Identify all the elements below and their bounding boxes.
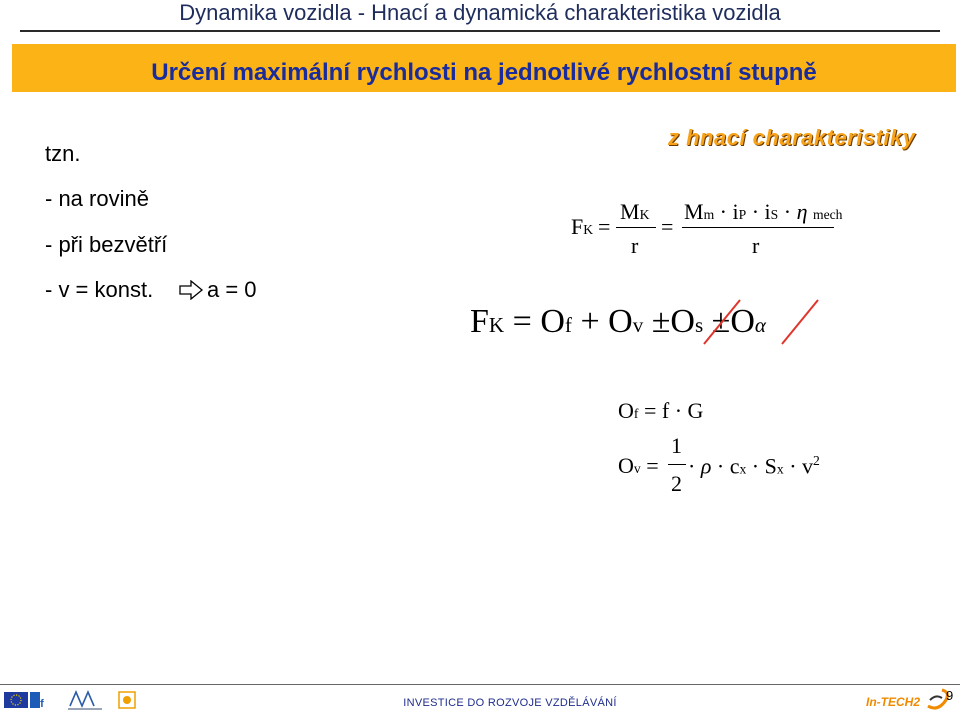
op-vk-logo: [117, 689, 139, 713]
in-tech2-logo: In-TECH2: [866, 695, 920, 709]
formula-heading: z hnací charakteristiky: [668, 125, 916, 150]
fraction-mm-numerator: Mm · iP · iS · η mech: [684, 199, 843, 224]
fk-lhs: FK: [571, 214, 594, 239]
air-resistance-lhs: Ov =: [618, 453, 659, 478]
force-balance-equation: FK = Of + Ov ±Os ±Oα: [470, 303, 766, 340]
fraction-bar: [668, 464, 686, 465]
equals-sign: =: [661, 214, 674, 239]
condition-no-wind: - při bezvětří: [45, 232, 168, 257]
title-divider: [20, 30, 940, 32]
fraction-mk-numerator: MK: [620, 199, 650, 224]
equals-sign: =: [598, 214, 611, 239]
conditions-intro: tzn.: [45, 141, 81, 166]
half-denominator: 2: [671, 471, 682, 496]
condition-const-speed: - v = konst.: [45, 277, 154, 302]
section-banner: [12, 44, 956, 92]
acceleration-result: a = 0: [207, 277, 257, 302]
page-title: Dynamika vozidla - Hnací a dynamická charakteristika vozidla: [179, 0, 781, 25]
footer-slogan: INVESTICE DO ROZVOJE VZDĚLÁVÁNÍ: [403, 697, 617, 709]
condition-flat-road: - na rovině: [45, 186, 149, 211]
fraction-mm-denominator: r: [752, 233, 760, 258]
rolling-resistance-equation: Of = f · G: [618, 398, 704, 423]
msmt-logo: [66, 689, 106, 713]
banner-title: Určení maximální rychlosti na jednotlivé rychlostní stupně: [151, 59, 817, 86]
page-number: 9: [946, 688, 954, 703]
half-numerator: 1: [671, 433, 682, 458]
fraction-mk-denominator: r: [631, 233, 639, 258]
fraction-bar: [682, 227, 834, 228]
strikeout-slope-resistance: [700, 296, 746, 348]
air-resistance-rhs: · ρ · cx · $Sx \cdot v^2$: [688, 453, 820, 479]
eu-flag-logo: [4, 689, 28, 713]
strikeout-acceleration-resistance: [778, 296, 824, 348]
svg-text:sf: sf: [34, 698, 44, 710]
fraction-bar: [616, 227, 656, 228]
esf-logo: [30, 689, 52, 713]
footer-divider: [0, 684, 960, 685]
hollow-right-arrow-icon: [178, 280, 204, 300]
